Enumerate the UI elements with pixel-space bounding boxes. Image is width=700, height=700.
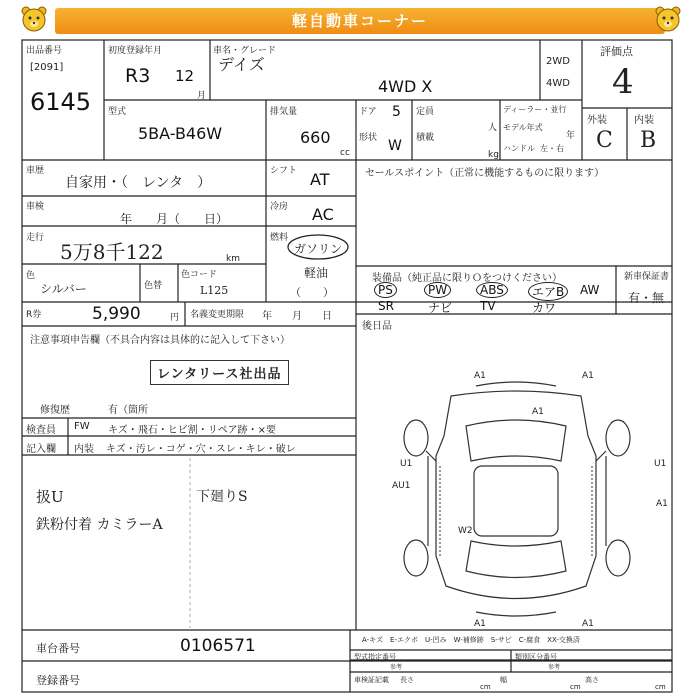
meigi-value: 年 月 日 xyxy=(262,311,332,322)
equip-sr: SR xyxy=(378,299,394,313)
recycle-unit: 円 xyxy=(170,313,180,323)
reg-month: 12 xyxy=(175,67,195,85)
check-row1-label: 検査員 xyxy=(26,425,56,436)
repair-value: 有（箇所 xyxy=(108,405,148,416)
fuel-other: （ ） xyxy=(290,286,334,299)
int-score: B xyxy=(640,128,657,153)
hand-note-1: 扱U xyxy=(36,488,64,506)
chassis-value: 0106571 xyxy=(180,636,256,656)
lot-bracket: [2091] xyxy=(30,62,64,73)
equip-ps: PS xyxy=(374,282,397,298)
displacement-label: 排気量 xyxy=(270,107,298,117)
check-row2-items: キズ・汚レ・コゲ・穴・スレ・キレ・破レ xyxy=(106,444,296,455)
notes-label: 注意事項申告欄（不具合内容は具体的に記入して下さい） xyxy=(30,335,290,346)
check-row1-fw: FW xyxy=(74,421,90,432)
new-warranty-label: 新車保証書 xyxy=(624,272,670,282)
footer-class-label: 類別区分番号 xyxy=(515,653,557,661)
handle-label: ハンドル xyxy=(503,144,535,153)
shape-value: W xyxy=(388,138,402,154)
lot-label: 出品番号 xyxy=(26,46,63,56)
footer-height: 高さ xyxy=(585,676,599,684)
footer-length: 長さ xyxy=(400,676,414,684)
equip-leather: カワ xyxy=(532,301,557,315)
sales-label: セールスポイント（正常に機能するものに限ります） xyxy=(365,168,605,179)
drive-2wd: 2WD xyxy=(546,56,570,67)
car-damage-diagram xyxy=(356,326,672,630)
reg-era: R3 xyxy=(125,65,151,87)
equip-tv: TV xyxy=(480,299,496,313)
ext-label: 外装 xyxy=(587,115,607,126)
door-label: ドア xyxy=(359,107,377,117)
mark-a1-right: A1 xyxy=(656,499,668,509)
mileage-unit: km xyxy=(226,254,240,264)
mark-u1-left: U1 xyxy=(400,459,413,469)
color-code-label: 色コード xyxy=(181,270,218,280)
equip-aw: AW xyxy=(580,283,600,297)
color-label: 色 xyxy=(26,271,36,281)
footer-unit-3: cm xyxy=(655,683,666,691)
equip-pw: PW xyxy=(424,282,451,298)
footer-type-label: 型式指定番号 xyxy=(354,653,396,661)
mark-u1-right: U1 xyxy=(654,459,667,469)
footer-width: 幅 xyxy=(500,676,507,684)
chassis-label: 車台番号 xyxy=(36,642,80,655)
mark-a1-top-right: A1 xyxy=(582,371,594,381)
check-row1-items: キズ・飛石・ヒビ割・リペア跡・×要 xyxy=(108,425,276,436)
model-label: 型式 xyxy=(108,107,127,117)
footer-dim-label: 車検証記載 xyxy=(354,676,389,684)
modelyear-label: モデル年式 xyxy=(503,123,543,132)
mark-au1-left: AU1 xyxy=(392,481,411,491)
equip-navi: ナビ xyxy=(428,301,453,315)
notes-stamp: レンタリース社出品 xyxy=(150,360,289,385)
reg-label: 初度登録年月 xyxy=(108,46,163,56)
car-name: デイズ xyxy=(218,55,265,74)
reg-month-unit: 月 xyxy=(197,91,207,101)
inspection-label: 車検 xyxy=(26,202,45,212)
lot-number: 6145 xyxy=(30,88,92,116)
car-label: 車名・グレード xyxy=(213,46,277,56)
color-value: シルバー xyxy=(40,282,87,296)
fuel-diesel: 軽油 xyxy=(304,266,329,280)
new-warranty-value: 有・無 xyxy=(628,291,665,305)
mileage-value: 5万8千122 xyxy=(60,240,164,264)
mileage-label: 走行 xyxy=(26,233,45,243)
after-label: 後日品 xyxy=(362,321,392,332)
fuel-gas: ガソリン xyxy=(294,242,343,256)
check-row2-label: 記入欄 xyxy=(26,444,56,455)
color-code: L125 xyxy=(200,284,229,297)
equip-abs: ABS xyxy=(476,282,508,298)
footer-ref-1: 参考 xyxy=(390,664,403,671)
fuel-label: 燃料 xyxy=(270,233,289,243)
displacement-unit: cc xyxy=(340,148,350,158)
mark-a1-bottom-right: A1 xyxy=(582,619,594,629)
shape-label: 形状 xyxy=(359,133,378,143)
model-value: 5BA-B46W xyxy=(138,124,223,143)
equipment-label: 装備品（純正品に限りＯをつけください） xyxy=(372,273,562,284)
dealer-label: ディーラー・並行 xyxy=(503,105,567,114)
drive-4wd: 4WD xyxy=(546,78,570,89)
footer-unit-1: cm xyxy=(480,683,491,691)
modelyear-unit: 年 xyxy=(566,131,576,141)
capacity-label: 定員 xyxy=(416,107,435,117)
ac-label: 冷房 xyxy=(270,202,289,212)
damage-legend: A-キズ E-エクボ U-凹み W-補修跡 S-サビ C-腐食 XX-交換済 xyxy=(362,636,580,644)
recycle-label: R券 xyxy=(26,310,42,320)
repair-label: 修復歴 xyxy=(40,405,70,416)
banner-title: 軽自動車コーナー xyxy=(291,12,428,30)
ac-value: AC xyxy=(312,205,334,224)
equip-airbag: エアB xyxy=(528,282,568,301)
door-value: 5 xyxy=(392,104,401,120)
load-label: 積載 xyxy=(416,133,435,143)
score-label: 評価点 xyxy=(600,45,633,58)
inspection-value: 年 月（ 日） xyxy=(120,212,229,226)
shift-label: シフト xyxy=(270,166,298,176)
shift-value: AT xyxy=(310,170,330,189)
check-row2-prefix: 内装 xyxy=(74,444,94,455)
ext-score: C xyxy=(596,128,613,153)
int-label: 内装 xyxy=(634,115,654,126)
hand-note-3: 下廻りS xyxy=(196,489,248,505)
load-unit: kg xyxy=(488,150,499,160)
score-value: 4 xyxy=(612,62,634,102)
recycle-value: 5,990 xyxy=(92,304,141,324)
footer-unit-2: cm xyxy=(570,683,581,691)
capacity-unit: 人 xyxy=(488,123,498,133)
gas-circle-mark xyxy=(286,232,350,262)
car-grade: 4WD X xyxy=(378,77,433,96)
handle-value: 左・右 xyxy=(540,144,564,153)
history-value: 自家用・（ レンタ ） xyxy=(65,175,212,191)
footer-ref-2: 参考 xyxy=(548,664,561,671)
meigi-label: 名義変更期限 xyxy=(190,310,245,320)
mark-a1-bottom-left: A1 xyxy=(474,619,486,629)
mark-w2: W2 xyxy=(458,526,473,536)
mark-a1-hood: A1 xyxy=(532,407,544,417)
displacement-value: 660 xyxy=(300,128,331,147)
hand-note-2: 鉄粉付着 カミラーA xyxy=(36,517,163,533)
history-label: 車歴 xyxy=(26,166,45,176)
register-label: 登録番号 xyxy=(36,674,80,687)
color-change-label: 色替 xyxy=(144,281,163,291)
mark-a1-top-left: A1 xyxy=(474,371,486,381)
